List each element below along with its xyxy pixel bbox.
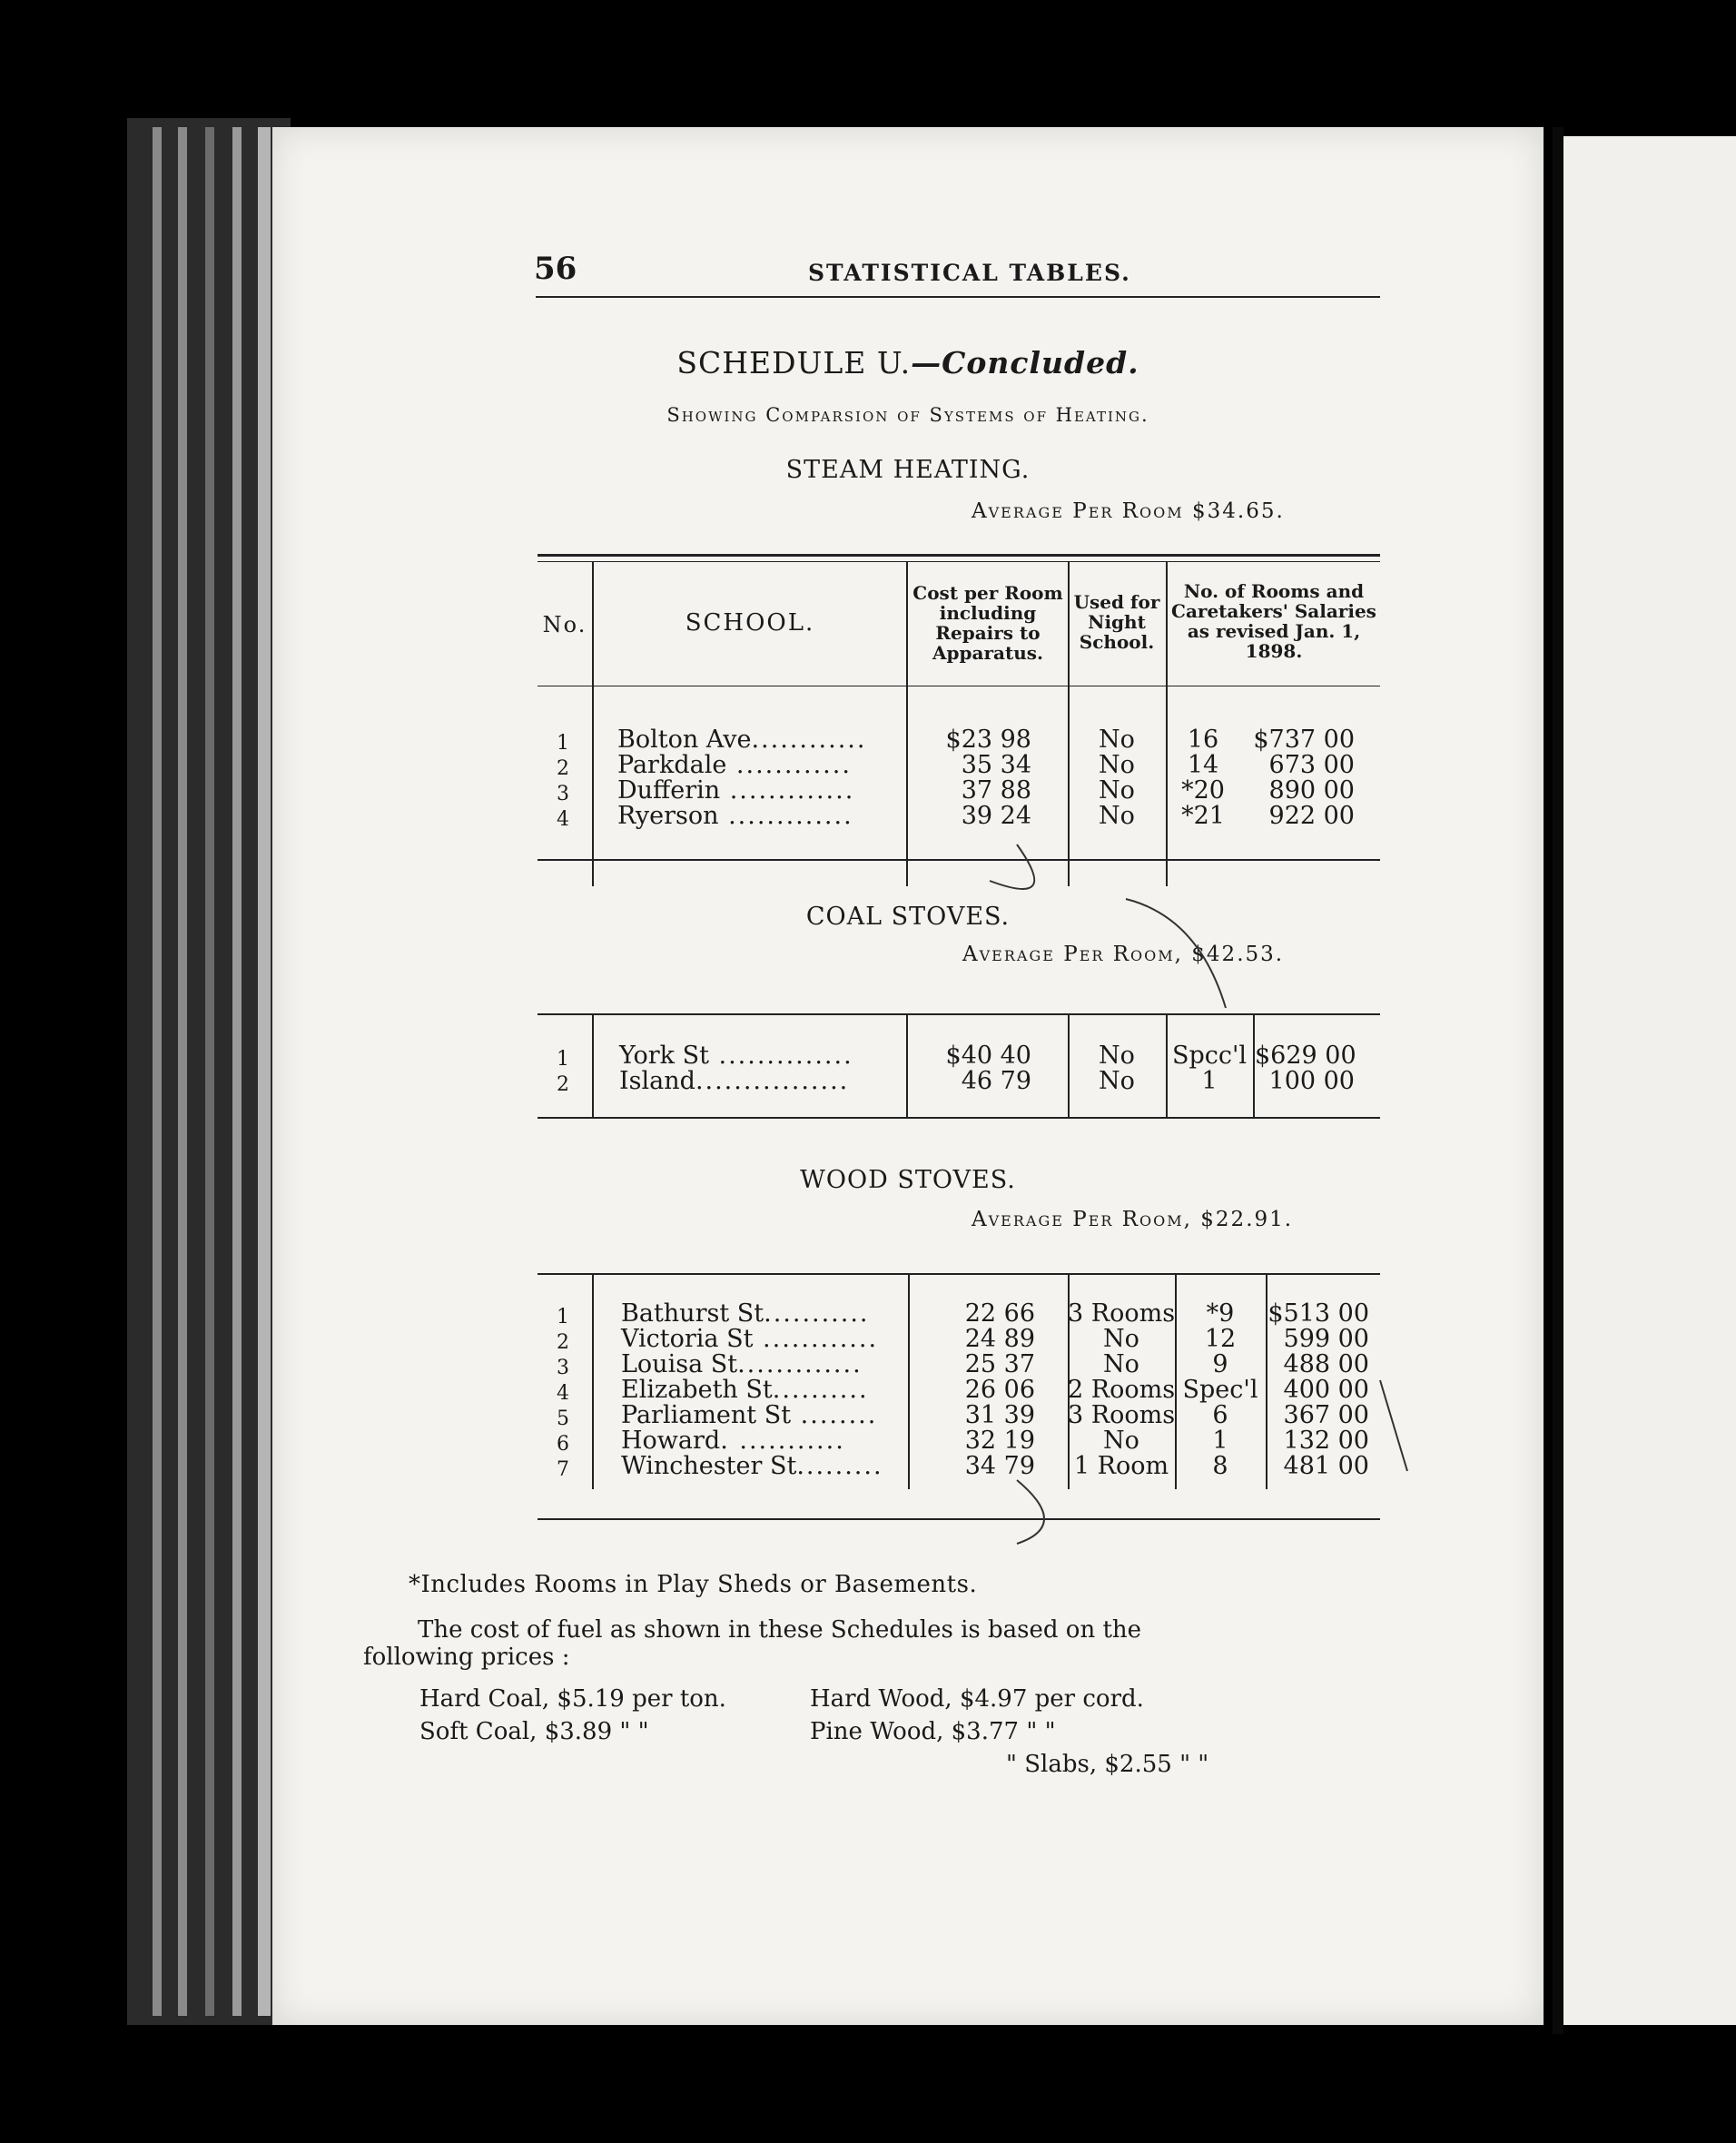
wood-top-rule xyxy=(538,1273,1380,1275)
row-salary: $737 00 xyxy=(1253,726,1355,754)
row-night: 1 Room xyxy=(1073,1452,1169,1480)
steam-heading: STEAM HEATING. xyxy=(785,456,1031,484)
page-edge xyxy=(178,127,187,2016)
fuel-intro: The cost of fuel as shown in these Schedules is based on the following prices : xyxy=(363,1616,1142,1671)
col-divider xyxy=(1068,561,1070,886)
row-night: No xyxy=(1099,802,1135,830)
page-edge xyxy=(232,127,242,2016)
schedule-title xyxy=(272,345,1544,380)
school-name: Howard xyxy=(621,1427,721,1455)
row-salary: $513 00 xyxy=(1267,1299,1369,1328)
col-header-night: Used for Night School. xyxy=(1073,591,1160,653)
row-school: Louisa St............. xyxy=(621,1350,863,1378)
schedule-title-suffix: —Concluded. xyxy=(911,345,1139,380)
row-no: 4 xyxy=(557,808,569,831)
school-name: Dufferin xyxy=(617,776,721,805)
row-school: Parliament St ........ xyxy=(621,1401,878,1429)
row-salary: 599 00 xyxy=(1283,1325,1369,1353)
col-divider xyxy=(1068,1453,1070,1489)
header-rule xyxy=(536,296,1380,298)
row-night: No xyxy=(1103,1350,1139,1378)
row-no: 2 xyxy=(557,1331,569,1354)
page-edge xyxy=(258,127,271,2016)
row-salary: 132 00 xyxy=(1283,1427,1369,1455)
facing-page xyxy=(1563,136,1736,2025)
row-rooms: 16 xyxy=(1187,726,1219,754)
row-rooms: *20 xyxy=(1181,776,1225,805)
footnote: *Includes Rooms in Play Sheds or Basements. xyxy=(409,1571,978,1598)
row-salary: 488 00 xyxy=(1283,1350,1369,1378)
school-name: Ryerson xyxy=(617,802,719,830)
school-name: Bolton Ave xyxy=(617,726,752,754)
row-night: 3 Rooms xyxy=(1068,1401,1176,1429)
school-name: Louisa St xyxy=(621,1350,738,1378)
school-name: Winchester St xyxy=(621,1452,797,1480)
wood-average: Average Per Room, $22.91. xyxy=(972,1208,1294,1231)
row-school: Bolton Ave............ xyxy=(617,726,867,754)
row-no: 1 xyxy=(557,1048,569,1071)
row-salary: 367 00 xyxy=(1283,1401,1369,1429)
row-rooms: 12 xyxy=(1204,1325,1237,1353)
row-rooms: 1 xyxy=(1201,1067,1218,1095)
row-no: 2 xyxy=(557,757,569,780)
coal-heading: COAL STOVES. xyxy=(805,903,1011,931)
row-cost: 37 88 xyxy=(961,776,1031,805)
row-rooms: *21 xyxy=(1181,802,1225,830)
row-rooms: 8 xyxy=(1212,1452,1228,1480)
pencil-check xyxy=(990,844,1034,889)
school-name: Elizabeth St xyxy=(621,1376,773,1404)
steam-bottom-rule xyxy=(538,859,1380,861)
row-school: Howard. ........... xyxy=(621,1427,845,1455)
row-no: 1 xyxy=(557,732,569,755)
row-no: 3 xyxy=(557,783,569,805)
row-night: No xyxy=(1103,1427,1139,1455)
col-divider xyxy=(592,561,594,886)
school-name: Victoria St xyxy=(621,1325,754,1353)
col-divider xyxy=(1175,1453,1177,1489)
row-cost: 34 79 xyxy=(964,1452,1035,1480)
page-edge xyxy=(153,127,162,2016)
col-divider xyxy=(592,1015,594,1117)
row-night: No xyxy=(1099,751,1135,779)
row-rooms: Spec'l xyxy=(1182,1376,1258,1404)
page-edge xyxy=(205,127,214,2016)
running-head: STATISTICAL TABLES. xyxy=(808,260,1131,286)
row-night: No xyxy=(1099,776,1135,805)
col-divider xyxy=(906,561,908,886)
col-header-no-text: No. xyxy=(542,612,587,637)
col-header-school xyxy=(593,609,907,637)
col-divider xyxy=(1166,561,1168,886)
row-no: 4 xyxy=(557,1382,569,1405)
pencil-check xyxy=(1380,1380,1407,1471)
row-night: 2 Rooms xyxy=(1068,1376,1176,1404)
row-night: No xyxy=(1099,1042,1135,1070)
row-salary: 673 00 xyxy=(1268,751,1355,779)
price-hard-wood: Hard Wood, $4.97 per cord. xyxy=(810,1685,1144,1713)
table-top-rule xyxy=(538,554,1380,557)
row-cost: 24 89 xyxy=(964,1325,1035,1353)
gutter-shadow xyxy=(1553,127,1563,2034)
col-divider xyxy=(592,1275,594,1453)
row-no: 3 xyxy=(557,1357,569,1379)
row-cost: 32 19 xyxy=(964,1427,1035,1455)
row-salary: 400 00 xyxy=(1283,1376,1369,1404)
row-cost: $40 40 xyxy=(945,1042,1031,1070)
row-salary: 922 00 xyxy=(1268,802,1355,830)
row-school: Elizabeth St.......... xyxy=(621,1376,869,1404)
row-school: York St .............. xyxy=(619,1042,853,1070)
col-header-rooms-salaries: No. of Rooms and Caretakers' Salaries as revised Jan. 1, 1898. xyxy=(1171,580,1376,662)
row-rooms: Spcc'l xyxy=(1171,1042,1248,1070)
document-page xyxy=(272,127,1544,2025)
schedule-subtitle: Showing Comparsion of Systems of Heating. xyxy=(666,404,1149,426)
row-rooms: 14 xyxy=(1187,751,1219,779)
row-school: Bathurst St........... xyxy=(621,1299,870,1328)
pencil-check xyxy=(1017,1480,1044,1544)
row-cost: 39 24 xyxy=(961,802,1031,830)
row-rooms: 6 xyxy=(1212,1401,1228,1429)
row-school: Victoria St ............ xyxy=(621,1325,879,1353)
col-header-no xyxy=(538,612,592,637)
col-divider xyxy=(1266,1453,1267,1489)
row-night: No xyxy=(1103,1325,1139,1353)
row-no: 1 xyxy=(557,1306,569,1328)
row-cost: 31 39 xyxy=(964,1401,1035,1429)
steam-average: Average Per Room $34.65. xyxy=(972,499,1285,523)
row-school: Winchester St......... xyxy=(621,1452,883,1480)
schedule-title-main: SCHEDULE U. xyxy=(676,345,912,380)
row-rooms: 9 xyxy=(1212,1350,1228,1378)
row-cost: 35 34 xyxy=(961,751,1031,779)
school-name: Island xyxy=(619,1067,695,1095)
row-salary: 890 00 xyxy=(1268,776,1355,805)
col-header-school-text: SCHOOL. xyxy=(685,609,815,637)
row-salary: 481 00 xyxy=(1283,1452,1369,1480)
coal-bottom-rule xyxy=(538,1117,1380,1119)
table-top-rule-thin xyxy=(538,561,1380,562)
row-rooms: *9 xyxy=(1206,1299,1235,1328)
school-name: Bathurst St xyxy=(621,1299,764,1328)
col-divider xyxy=(908,1453,910,1489)
price-hard-coal: Hard Coal, $5.19 per ton. xyxy=(419,1685,726,1713)
row-rooms: 1 xyxy=(1212,1427,1228,1455)
col-header-cost: Cost per Room including Repairs to Apparatus. xyxy=(912,582,1063,664)
school-name: York St xyxy=(619,1042,709,1070)
row-school: Ryerson ............. xyxy=(617,802,853,830)
row-school: Island................ xyxy=(619,1067,850,1095)
row-no: 7 xyxy=(557,1458,569,1481)
price-pine-wood: Pine Wood, $3.77 " " xyxy=(810,1718,1056,1745)
coal-average: Average Per Room, $42.53. xyxy=(962,943,1285,966)
row-school: Parkdale ............ xyxy=(617,751,852,779)
row-no: 6 xyxy=(557,1433,569,1456)
row-school: Dufferin ............. xyxy=(617,776,855,805)
school-name: Parkdale xyxy=(617,751,727,779)
school-name: Parliament St xyxy=(621,1401,792,1429)
row-night: No xyxy=(1099,1067,1135,1095)
wood-bottom-rule xyxy=(538,1518,1380,1520)
row-no: 5 xyxy=(557,1407,569,1430)
row-cost: 46 79 xyxy=(961,1067,1031,1095)
page-number: 56 xyxy=(534,251,577,287)
row-cost: 26 06 xyxy=(964,1376,1035,1404)
wood-heading: WOOD STOVES. xyxy=(800,1166,1016,1194)
price-slabs: " Slabs, $2.55 " " xyxy=(1006,1751,1209,1778)
row-night: No xyxy=(1099,726,1135,754)
price-soft-coal: Soft Coal, $3.89 " " xyxy=(419,1718,649,1745)
row-cost: $23 98 xyxy=(945,726,1031,754)
row-no: 2 xyxy=(557,1073,569,1096)
row-cost: 25 37 xyxy=(964,1350,1035,1378)
row-night: 3 Rooms xyxy=(1068,1299,1176,1328)
row-cost: 22 66 xyxy=(964,1299,1035,1328)
row-salary: 100 00 xyxy=(1268,1067,1355,1095)
col-divider xyxy=(592,1453,594,1489)
row-salary: $629 00 xyxy=(1255,1042,1356,1070)
